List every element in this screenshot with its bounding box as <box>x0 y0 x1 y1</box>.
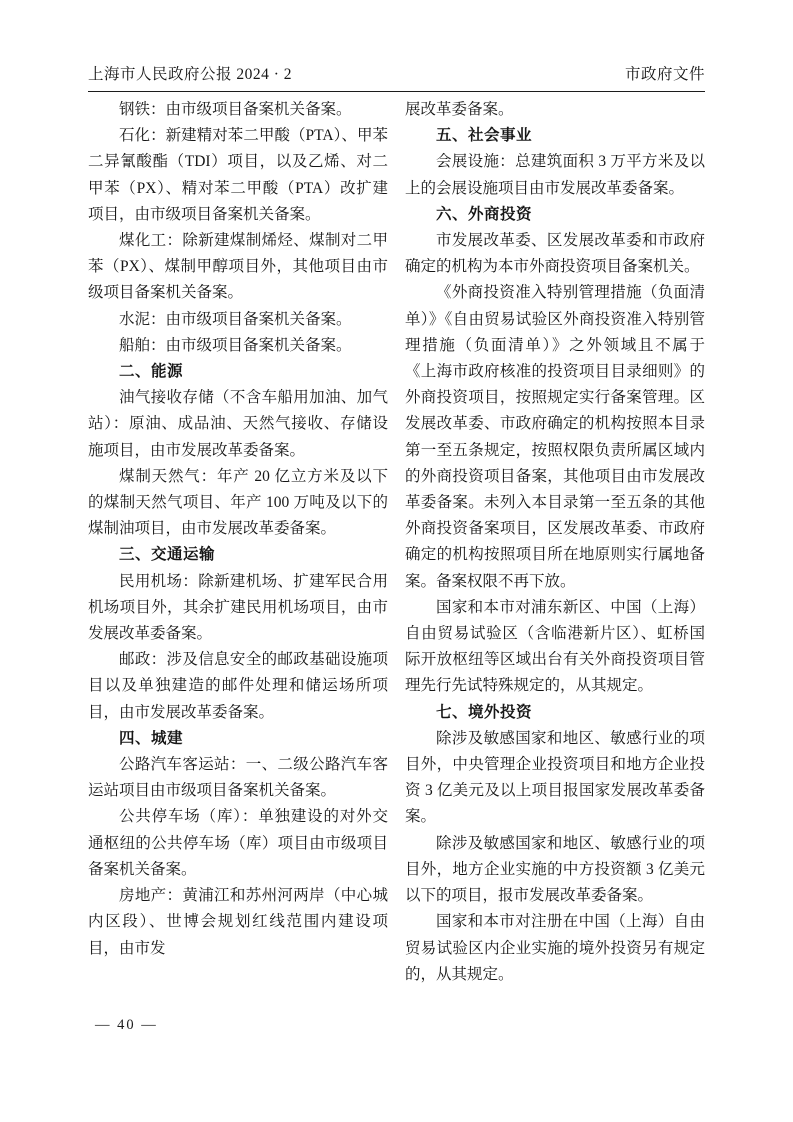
page-footer <box>95 1017 158 1034</box>
paragraph: 船舶：由市级项目备案机关备案。 <box>119 336 352 354</box>
section-heading: 六、外商投资 <box>436 205 533 223</box>
right-column <box>405 97 705 988</box>
section-heading: 四、城建 <box>119 729 184 747</box>
paragraph: 除涉及敏感国家和地区、敏感行业的项目外，中央管理企业投资项目和地方企业投资 3 亿美元及以上项目报国家发展改革委备案。 <box>405 729 705 826</box>
paragraph: 煤化工：除新建煤制烯烃、煤制对二甲苯（PX）、煤制甲醇项目外，其他项目由市级项目备案机关备案。 <box>88 232 388 302</box>
paragraph: 民用机场：除新建机场、扩建军民合用机场项目外，其余扩建民用机场项目，由市发展改革委备案。 <box>88 572 388 643</box>
section-heading: 二、能源 <box>119 363 184 381</box>
section-heading: 七、境外投资 <box>436 703 533 721</box>
page-header <box>88 62 705 92</box>
paragraph: 煤制天然气：年产 20 亿立方米及以下的煤制天然气项目、年产 100 万吨及以下的煤制油项目，由市发展改革委备案。 <box>88 467 388 538</box>
document-body <box>88 97 705 988</box>
left-column <box>88 97 388 988</box>
paragraph: 油气接收存储（不含车船用加油、加气站）：原油、成品油、天然气接收、存储设施项目，由市发展改革委备案。 <box>88 389 388 459</box>
paragraph: 展改革委备案。 <box>405 101 514 118</box>
paragraph: 国家和本市对浦东新区、中国（上海）自由贸易试验区（含临港新片区）、虹桥国际开放枢纽等区域出台有关外商投资项目管理先行先试特殊规定的，从其规定。 <box>405 598 705 695</box>
section-heading: 三、交通运输 <box>119 546 216 564</box>
paragraph: 石化：新建精对苯二甲酸（PTA）、甲苯二异氰酸酯（TDI）项目，以及乙烯、对二甲苯（PX）、精对苯二甲酸（PTA）改扩建项目，由市级项目备案机关备案。 <box>88 127 388 223</box>
paragraph: 公共停车场（库）：单独建设的对外交通枢纽的公共停车场（库）项目由市级项目备案机关备案。 <box>88 808 388 878</box>
paragraph: 市发展改革委、区发展改革委和市政府确定的机构为本市外商投资项目备案机关。 <box>405 232 705 276</box>
paragraph: 《外商投资准入特别管理措施（负面清单）》《自由贸易试验区外商投资准入特别管理措施（负面清单）》之外领域且不属于《上海市政府核准的投资项目目录细则》的外商投资项目，按照规定实行备案管理。区发展改革委、市政府确定的机构按照本目录第一至五条规定，按照权限负责所属区域内的外商投资项目备案，其他项目由市发展改革委备案。未列入本目录第一至五条的其他外商投资备案项目，区发展改革委、市政府确定的机构按照项目所在地原则实行属地备案。备案权限不再下放。 <box>405 284 705 590</box>
paragraph: 除涉及敏感国家和地区、敏感行业的项目外，地方企业实施的中方投资额 3 亿美元以下的项目，报市发展改革委备案。 <box>405 834 705 905</box>
paragraph: 公路汽车客运站：一、二级公路汽车客运站项目由市级项目备案机关备案。 <box>88 756 388 800</box>
paragraph: 国家和本市对注册在中国（上海）自由贸易试验区内企业实施的境外投资另有规定的，从其规定。 <box>405 913 705 983</box>
paragraph: 邮政：涉及信息安全的邮政基础设施项目以及单独建造的邮件处理和储运场所项目，由市发展改革委备案。 <box>88 651 388 721</box>
paragraph: 钢铁：由市级项目备案机关备案。 <box>119 101 352 118</box>
header-section-title: 市政府文件 <box>624 66 705 83</box>
paragraph: 水泥：由市级项目备案机关备案。 <box>119 310 352 328</box>
paragraph: 会展设施：总建筑面积 3 万平方米及以上的会展设施项目由市发展改革委备案。 <box>405 153 705 197</box>
paragraph: 房地产：黄浦江和苏州河两岸（中心城内区段）、世博会规划红线范围内建设项目，由市发 <box>88 887 388 957</box>
header-publication-title: 上海市人民政府公报 2024 · 2 <box>88 66 293 83</box>
page-number: — 40 — <box>95 1017 158 1033</box>
section-heading: 五、社会事业 <box>436 127 533 145</box>
